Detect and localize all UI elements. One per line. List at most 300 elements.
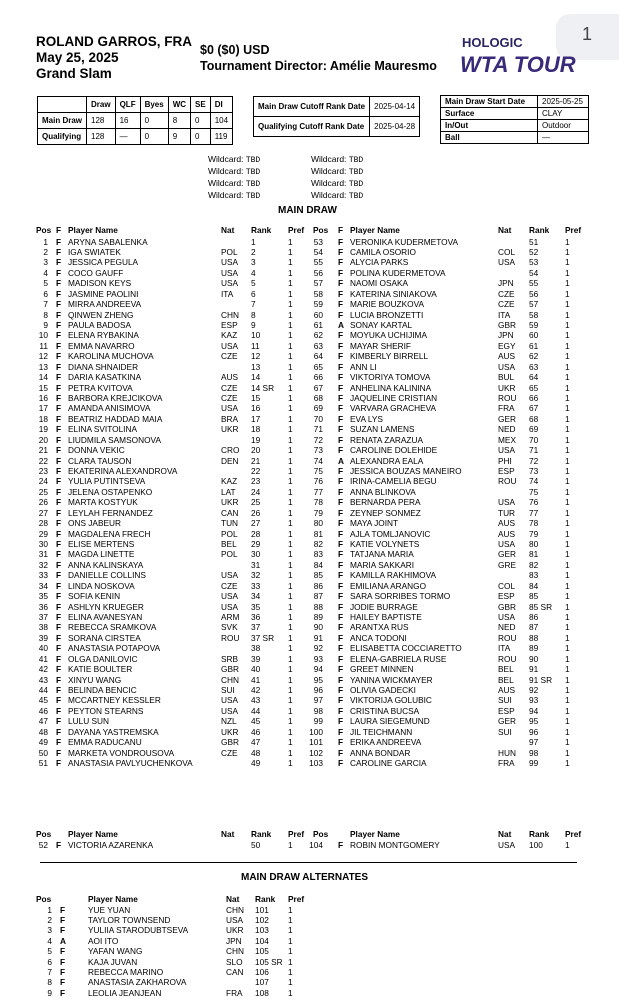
player-player-name: CRISTINA BUCSA: [350, 705, 420, 716]
player-pos: 2: [47, 914, 52, 925]
table-cell: Main Draw: [38, 113, 87, 129]
wildcard-label: Wildcard:: [208, 190, 244, 200]
player-pos: 62: [313, 330, 323, 341]
player-player-name: MADISON KEYS: [68, 278, 132, 289]
player-pref: 1: [565, 705, 570, 716]
player-player-name: TATJANA MARIA: [350, 549, 414, 560]
player-nat: POL: [221, 528, 238, 539]
player-player-name: VICTORIA AZARENKA: [68, 840, 154, 850]
player-pos: 60: [313, 309, 323, 320]
player-flag: F: [56, 695, 62, 706]
player-rank: 83: [529, 570, 539, 581]
wildcard-value: TBD: [245, 156, 261, 165]
player-nat: USA: [226, 914, 244, 925]
player-row: [0, 727, 619, 737]
player-rank: 6: [251, 288, 256, 299]
player-pref: 1: [288, 622, 293, 633]
player-nat: FRA: [226, 987, 243, 998]
player-row: [0, 456, 619, 466]
player-flag: F: [338, 705, 344, 716]
player-rank: 36: [251, 611, 261, 622]
player-pref: 1: [565, 382, 570, 393]
player-player-name: PAULA BADOSA: [68, 319, 132, 330]
player-nat: ITA: [498, 643, 511, 654]
player-nat: USA: [221, 705, 239, 716]
player-player-name: ANCA TODONI: [350, 632, 407, 643]
player-player-name: VIKTORIJA GOLUBIC: [350, 695, 432, 706]
player-pref: 1: [565, 434, 570, 445]
player-flag: A: [338, 319, 344, 330]
player-player-name: YULIA PUTINTSEVA: [68, 476, 146, 487]
player-player-name: ANHELINA KALININA: [350, 382, 432, 393]
player-pos: 17: [38, 403, 48, 414]
player-rank: 79: [529, 528, 539, 539]
player-row: [0, 622, 619, 632]
player-nat: UKR: [226, 925, 244, 936]
player-rank: 1: [251, 236, 256, 247]
main-draw-title: MAIN DRAW: [278, 205, 337, 216]
player-player-name: ELENA RYBAKINA: [68, 330, 139, 341]
wildcard-entry: [208, 190, 260, 202]
player-rank: 60: [529, 330, 539, 341]
player-pref: 1: [288, 580, 293, 591]
player-row: [0, 310, 619, 320]
player-rank: 12: [251, 351, 261, 362]
wildcard-entry: [311, 178, 363, 190]
player-rank: 50: [251, 840, 261, 850]
player-flag: F: [338, 288, 344, 299]
player-nat: COL: [498, 580, 516, 591]
player-nat: ESP: [498, 591, 515, 602]
player-player-name: IRINA-CAMELIA BEGU: [350, 476, 437, 487]
player-player-name: ANNA BLINKOVA: [350, 486, 416, 497]
player-flag: F: [338, 236, 344, 247]
player-pref: 1: [565, 580, 570, 591]
player-rank: 98: [529, 747, 539, 758]
player-rank: 33: [251, 580, 261, 591]
player-pref: 1: [288, 413, 293, 424]
player-rank: 91: [529, 664, 539, 675]
player-nat: ROU: [498, 392, 517, 403]
player-pos: 95: [313, 674, 323, 685]
player-pos: 80: [313, 518, 323, 529]
player-player-name: EMILIANA ARANGO: [350, 580, 427, 591]
player-flag: F: [56, 330, 62, 341]
player-flag: F: [60, 966, 66, 977]
player-rank: 82: [529, 559, 539, 570]
player-flag: F: [56, 664, 62, 675]
player-rank: 93: [529, 695, 539, 706]
player-pos: 82: [313, 538, 323, 549]
column-header-rank: Rank: [251, 225, 272, 235]
player-flag: F: [60, 946, 66, 957]
player-pref: 1: [565, 403, 570, 414]
player-pos: 34: [38, 580, 48, 591]
player-pref: 1: [565, 257, 570, 268]
player-player-name: SOFIA KENIN: [68, 591, 121, 602]
player-pref: 1: [288, 299, 293, 310]
player-flag: F: [56, 236, 62, 247]
player-rank: 21: [251, 455, 261, 466]
player-player-name: POLINA KUDERMETOVA: [350, 267, 446, 278]
column-header-player: Player Name: [350, 225, 400, 235]
column-header-pos: Pos: [313, 225, 329, 235]
player-flag: F: [338, 601, 344, 612]
player-pref: 1: [565, 372, 570, 383]
player-pref: 1: [288, 695, 293, 706]
table-cell: 128: [87, 129, 116, 145]
player-flag: F: [60, 987, 66, 998]
player-pos: 12: [38, 351, 48, 362]
player-row: [0, 247, 619, 257]
player-pref: 1: [288, 309, 293, 320]
player-row: [0, 539, 619, 549]
player-pref: 1: [288, 403, 293, 414]
player-player-name: ELISE MERTENS: [68, 538, 135, 549]
player-pref: 1: [288, 434, 293, 445]
player-rank: 85: [529, 591, 539, 602]
player-player-name: BERNARDA PERA: [350, 497, 421, 508]
player-row: [0, 654, 619, 664]
player-row: [0, 372, 619, 382]
player-nat: FRA: [498, 403, 515, 414]
player-row: [0, 905, 619, 915]
player-nat: UKR: [221, 424, 239, 435]
column-header-player: Player Name: [68, 225, 118, 235]
player-row: [0, 570, 619, 580]
player-pref: 1: [288, 570, 293, 581]
wildcard-label: Wildcard:: [208, 178, 244, 188]
player-flag: F: [338, 507, 344, 518]
player-pos: 70: [313, 413, 323, 424]
table-cell: Qualifying Cutoff Rank Date: [254, 117, 370, 137]
player-row: [0, 988, 619, 998]
table-header-cell: Byes: [140, 97, 168, 113]
player-flag: F: [338, 695, 344, 706]
player-pos: 58: [313, 288, 323, 299]
alternates-title: MAIN DRAW ALTERNATES: [241, 872, 369, 883]
player-player-name: MOYUKA UCHIJIMA: [350, 330, 427, 341]
wildcard-entry: [208, 154, 260, 166]
player-rank: 90: [529, 653, 539, 664]
player-player-name: MAYA JOINT: [350, 518, 399, 529]
player-player-name: MARIA SAKKARI: [350, 559, 415, 570]
player-pref: 1: [288, 392, 293, 403]
player-rank: 24: [251, 486, 261, 497]
column-header-player: Player Name: [350, 829, 400, 839]
player-flag: F: [56, 351, 62, 362]
player-flag: F: [56, 309, 62, 320]
player-pos: 103: [309, 758, 323, 768]
player-nat: CAN: [221, 507, 239, 518]
player-pos: 6: [47, 956, 52, 967]
player-row: [0, 497, 619, 507]
column-header-row: [0, 894, 619, 904]
player-pos: 9: [43, 319, 48, 330]
player-pref: 1: [288, 591, 293, 602]
player-flag: F: [56, 403, 62, 414]
player-pos: 20: [38, 434, 48, 445]
player-player-name: BELINDA BENCIC: [68, 684, 137, 695]
player-rank: 59: [529, 319, 539, 330]
player-nat: CZE: [498, 299, 515, 310]
player-pref: 1: [288, 319, 293, 330]
player-player-name: KATIE VOLYNETS: [350, 538, 420, 549]
table-cell: 2025-04-14: [370, 97, 420, 117]
player-nat: CZE: [221, 747, 238, 758]
player-pref: 1: [565, 726, 570, 737]
player-flag: F: [56, 758, 62, 768]
column-header-player: Player Name: [68, 829, 118, 839]
player-pos: 27: [38, 507, 48, 518]
player-rank: 51: [529, 236, 539, 247]
player-row: [0, 330, 619, 340]
player-player-name: JELENA OSTAPENKO: [68, 486, 153, 497]
player-flag: F: [338, 653, 344, 664]
player-flag: F: [56, 445, 62, 456]
player-player-name: PEYTON STEARNS: [68, 705, 144, 716]
player-nat: BEL: [498, 674, 514, 685]
player-rank: 35: [251, 601, 261, 612]
player-rank: 11: [251, 340, 260, 351]
player-pref: 1: [565, 361, 570, 372]
player-flag: F: [56, 372, 62, 383]
player-row: [0, 664, 619, 674]
player-pos: 87: [313, 591, 323, 602]
player-rank: 47: [251, 737, 261, 748]
wildcard-entry: [311, 166, 363, 178]
player-flag: F: [60, 904, 66, 915]
player-player-name: AJLA TOMLJANOVIC: [350, 528, 431, 539]
player-nat: CZE: [498, 288, 515, 299]
player-nat: PHI: [498, 455, 512, 466]
player-row: [0, 957, 619, 967]
player-nat: CAN: [226, 966, 244, 977]
player-rank: 57: [529, 299, 539, 310]
player-nat: USA: [498, 257, 516, 268]
player-nat: SUI: [498, 726, 512, 737]
player-pos: 35: [38, 591, 48, 602]
table-header-row: [38, 97, 233, 113]
player-rank: 65: [529, 382, 539, 393]
player-nat: MEX: [498, 434, 516, 445]
player-player-name: KAROLINA MUCHOVA: [68, 351, 154, 362]
player-pref: 1: [565, 267, 570, 278]
table-cell: 0: [140, 129, 168, 145]
player-rank: 68: [529, 413, 539, 424]
player-row: [0, 591, 619, 601]
wildcard-value: TBD: [245, 180, 261, 189]
player-nat: AUS: [498, 528, 516, 539]
table-cell: 16: [115, 113, 140, 129]
player-nat: BUL: [498, 372, 515, 383]
player-rank: 66: [529, 392, 539, 403]
player-rank: 101: [255, 904, 269, 915]
player-flag: F: [338, 476, 344, 487]
player-player-name: ROBIN MONTGOMERY: [350, 840, 440, 850]
player-rank: 14 SR: [251, 382, 275, 393]
player-flag: F: [338, 570, 344, 581]
player-rank: 100: [529, 840, 543, 850]
player-pref: 1: [565, 497, 570, 508]
player-pos: 86: [313, 580, 323, 591]
player-pref: 1: [565, 351, 570, 362]
table-cell: 8: [168, 113, 190, 129]
player-pos: 69: [313, 403, 323, 414]
player-row: [0, 435, 619, 445]
player-pref: 1: [288, 559, 293, 570]
table-header-cell: [38, 97, 87, 113]
column-header-nat: Nat: [498, 829, 512, 839]
table-cell: 0: [191, 113, 211, 129]
player-flag: F: [338, 351, 344, 362]
player-row: [0, 508, 619, 518]
player-pref: 1: [565, 674, 570, 685]
player-flag: F: [338, 528, 344, 539]
player-pref: 1: [288, 455, 293, 466]
player-pos: 50: [38, 747, 48, 758]
player-player-name: LIUDMILA SAMSONOVA: [68, 434, 161, 445]
player-row: [0, 675, 619, 685]
table-cell: 2025-05-25: [538, 96, 589, 108]
tournament-name: ROLAND GARROS, FRA: [36, 34, 192, 49]
column-header-row: [0, 829, 619, 839]
player-row: [0, 445, 619, 455]
player-player-name: CAROLINE GARCIA: [350, 758, 427, 768]
table-cell: 2025-04-28: [370, 117, 420, 137]
player-player-name: JODIE BURRAGE: [350, 601, 418, 612]
player-pos: 65: [313, 361, 323, 372]
player-rank: 13: [251, 361, 261, 372]
player-flag: F: [56, 518, 62, 529]
player-pref: 1: [565, 747, 570, 758]
player-player-name: ALEXANDRA EALA: [350, 455, 424, 466]
player-pref: 1: [288, 361, 293, 372]
player-rank: 17: [251, 413, 261, 424]
player-rank: 46: [251, 726, 261, 737]
player-row: [0, 487, 619, 497]
player-row: [0, 915, 619, 925]
table-cell: In/Out: [441, 120, 538, 132]
player-pref: 1: [565, 758, 570, 768]
player-nat: ESP: [221, 319, 238, 330]
player-rank: 48: [251, 747, 261, 758]
player-flag: F: [338, 486, 344, 497]
player-flag: F: [338, 465, 344, 476]
player-nat: GER: [498, 413, 516, 424]
player-pref: 1: [288, 977, 293, 988]
column-header-nat: Nat: [221, 225, 235, 235]
player-nat: SLO: [226, 956, 243, 967]
wildcard-value: TBD: [245, 192, 261, 201]
player-flag: F: [338, 737, 344, 748]
player-player-name: EVA LYS: [350, 413, 383, 424]
player-row: [0, 706, 619, 716]
player-pos: 101: [309, 737, 323, 748]
player-pos: 49: [38, 737, 48, 748]
player-pref: 1: [565, 643, 570, 654]
player-player-name: ERIKA ANDREEVA: [350, 737, 422, 748]
player-row: [0, 936, 619, 946]
player-flag: F: [338, 632, 344, 643]
player-flag: F: [56, 632, 62, 643]
player-pref: 1: [565, 840, 570, 850]
tournament-info: [200, 42, 437, 74]
player-nat: USA: [498, 611, 516, 622]
player-flag: F: [338, 434, 344, 445]
wildcard-entry: [311, 154, 363, 166]
player-player-name: JASMINE PAOLINI: [68, 288, 139, 299]
player-player-name: ANASTASIA POTAPOVA: [68, 643, 161, 654]
player-player-name: QINWEN ZHENG: [68, 309, 134, 320]
player-pref: 1: [565, 601, 570, 612]
player-player-name: ZEYNEP SONMEZ: [350, 507, 421, 518]
player-player-name: YULIIA STARODUBTSEVA: [88, 925, 189, 936]
tournament-header: [36, 34, 192, 82]
player-row: [0, 643, 619, 653]
player-row: [0, 581, 619, 591]
player-nat: USA: [221, 278, 239, 289]
player-flag: F: [56, 340, 62, 351]
player-row: [0, 257, 619, 267]
player-player-name: DARIA KASATKINA: [68, 372, 142, 383]
player-nat: CZE: [221, 351, 238, 362]
player-row: [0, 341, 619, 351]
player-flag: F: [338, 361, 344, 372]
player-nat: AUS: [498, 684, 516, 695]
player-rank: 70: [529, 434, 539, 445]
player-nat: SRB: [221, 653, 239, 664]
player-pos: 30: [38, 538, 48, 549]
player-nat: COL: [498, 246, 516, 257]
player-pos: 14: [38, 372, 48, 383]
table-header-cell: DI: [210, 97, 232, 113]
column-header-nat: Nat: [221, 829, 235, 839]
player-row: [0, 278, 619, 288]
player-player-name: MCCARTNEY KESSLER: [68, 695, 161, 706]
player-rank: 26: [251, 507, 261, 518]
player-rank: 9: [251, 319, 256, 330]
player-rank: 105: [255, 946, 269, 957]
player-pos: 57: [313, 278, 323, 289]
page-number: 1: [582, 24, 593, 44]
player-pos: 1: [47, 904, 52, 915]
player-rank: 31: [251, 559, 261, 570]
player-player-name: KIMBERLY BIRRELL: [350, 351, 429, 362]
table-row: [441, 132, 589, 144]
player-flag: F: [56, 737, 62, 748]
player-rank: 30: [251, 549, 261, 560]
player-player-name: EKATERINA ALEXANDROVA: [68, 465, 178, 476]
player-flag: F: [338, 747, 344, 758]
player-rank: 45: [251, 716, 261, 727]
player-player-name: YANINA WICKMAYER: [350, 674, 433, 685]
player-row: [0, 351, 619, 361]
player-nat: USA: [221, 591, 239, 602]
player-pref: 1: [288, 966, 293, 977]
player-pref: 1: [565, 465, 570, 476]
player-flag: F: [56, 455, 62, 466]
player-pos: 36: [38, 601, 48, 612]
player-nat: ITA: [498, 309, 511, 320]
player-nat: KAZ: [221, 330, 238, 341]
player-rank: 87: [529, 622, 539, 633]
player-pos: 64: [313, 351, 323, 362]
player-pos: 24: [38, 476, 48, 487]
player-flag: F: [338, 497, 344, 508]
player-nat: SUI: [498, 695, 512, 706]
player-pref: 1: [288, 465, 293, 476]
